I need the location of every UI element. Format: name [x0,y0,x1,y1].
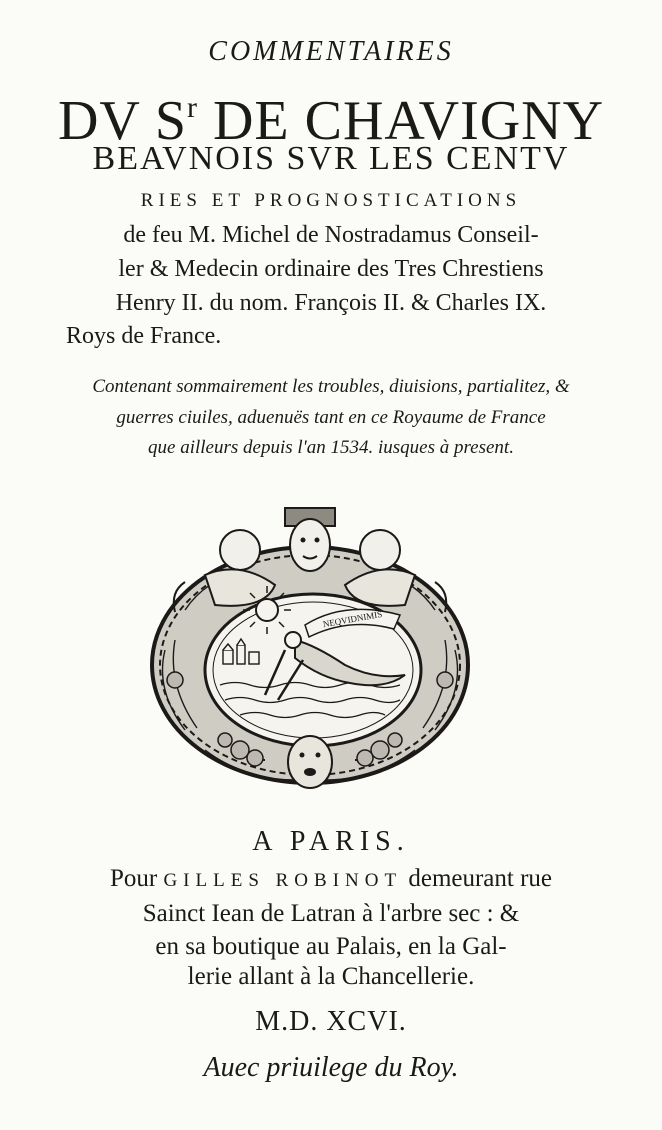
title-author-superscript: r [186,91,198,124]
imprint-city: A PARIS. [252,826,410,857]
subtitle-line-2: guerres ciuiles, aduenuës tant en ce Royaume de France [116,407,546,428]
printers-device-engraving [145,500,475,800]
title-commentaires: COMMENTAIRES [208,36,454,67]
imprint-address-line-2: en sa boutique au Palais, en la Gal- [155,933,507,960]
imprint-demeurant: demeurant rue [402,865,553,892]
title-author-prefix: DV S [57,90,187,152]
title-line-beaunois: BEAVNOIS SVR LES CENTV [92,140,570,177]
subtitle-line-3: que ailleurs depuis l'an 1534. iusques à present. [148,437,514,458]
title-line-nostradamus: de feu M. Michel de Nostradamus Conseil- [123,222,539,248]
title-line-roys: Roys de France. [66,323,222,349]
subtitle-line-1: Contenant sommairement les troubles, diuisions, partialitez, & [92,376,570,397]
title-line-prognostications: RIES ET PROGNOSTICATIONS [140,190,522,211]
title-line-kings: Henry II. du nom. François II. & Charles IX. [115,290,547,316]
title-line-medecin: ler & Medecin ordinaire des Tres Chrestiens [118,256,544,282]
imprint-address-line-1: Sainct Iean de Latran à l'arbre sec : & [142,900,520,927]
imprint-pour: Pour [109,865,158,892]
imprint-privilege: Auec priuilege du Roy. [203,1052,459,1083]
title-author-name: DE CHAVIGNY [197,90,605,152]
motto-text: NEQVIDNIMIS [322,608,383,630]
imprint-printer-line [0,865,662,893]
imprint-address-line-3: lerie allant à la Chancellerie. [187,963,475,990]
imprint-date: M.D. XCVI. [255,1006,407,1037]
imprint-printer-name: GILLES ROBINOT [163,870,403,891]
